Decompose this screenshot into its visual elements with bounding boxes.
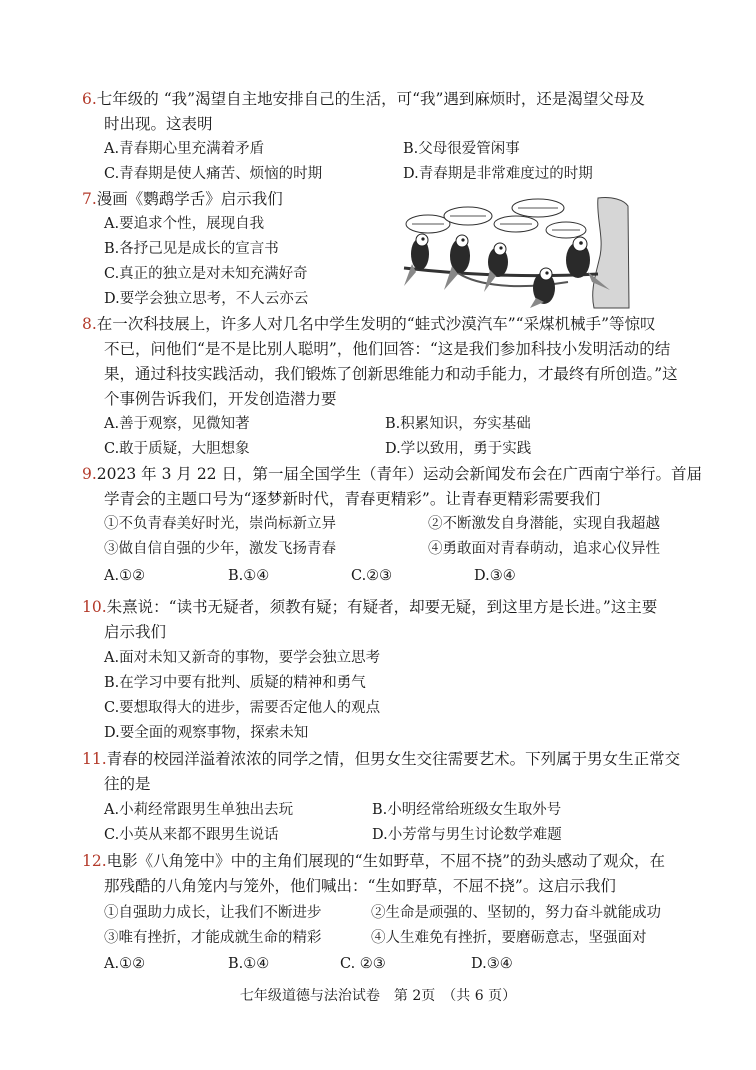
question-9-line-2: 学青会的主题口号为“逐梦新时代，青春更精彩”。让青春更精彩需要我们 xyxy=(104,490,601,508)
q9-option-c: C.②③ xyxy=(351,568,393,584)
q9-statement-2: ②不断激发自身潜能，实现自我超越 xyxy=(428,516,660,532)
q10-option-c: C.要想取得大的进步，需要否定他人的观点 xyxy=(104,700,381,716)
q8-option-a: A.善于观察，见微知著 xyxy=(104,416,250,432)
question-number: 9. xyxy=(82,465,97,483)
q6-option-d: D.青春期是非常难度过的时期 xyxy=(403,166,593,182)
question-number: 8. xyxy=(82,315,97,333)
q9-option-d: D.③④ xyxy=(474,568,516,584)
q10-option-b: B.在学习中要有批判、质疑的精神和勇气 xyxy=(104,675,366,691)
q10-option-d: D.要全面的观察事物，探索未知 xyxy=(104,725,309,741)
q12-statement-1: ①自强助力成长，让我们不断进步 xyxy=(104,905,322,921)
q12-statement-2: ②生命是顽强的、坚韧的，努力奋斗就能成功 xyxy=(371,905,661,921)
q9-statement-4: ④勇敢面对青春萌动，追求心仪异性 xyxy=(428,541,660,557)
question-8-line-2: 不已，问他们“是不是比别人聪明”，他们回答：“这是我们参加科技小发明活动的结 xyxy=(104,340,671,358)
q6-option-b: B.父母很爱管闲事 xyxy=(403,141,520,157)
question-8-line-4: 个事例告诉我们，开发创造潜力要 xyxy=(104,390,337,408)
page-footer: 七年级道德与法治试卷 第 2页 （共 6 页） xyxy=(239,988,517,1004)
q10-option-a: A.面对未知又新奇的事物，要学会独立思考 xyxy=(104,650,381,666)
q8-option-c: C.敢于质疑，大胆想象 xyxy=(104,441,250,457)
q6-option-a: A.青春期心里充满着矛盾 xyxy=(104,141,265,157)
question-6-line-2: 时出现。这表明 xyxy=(104,115,213,133)
q7-option-d: D.要学会独立思考，不人云亦云 xyxy=(104,291,309,307)
parrots-cartoon-icon xyxy=(398,194,630,310)
q8-option-d: D.学以致用，勇于实践 xyxy=(385,441,532,457)
q11-option-a: A.小莉经常跟男生单独出去玩 xyxy=(104,802,294,818)
q9-option-b: B.①④ xyxy=(228,568,270,584)
q7-option-c: C.真正的独立是对未知充满好奇 xyxy=(104,266,308,282)
q12-option-a: A.①② xyxy=(104,956,146,972)
question-12-line-2: 那残酷的八角笼内与笼外，他们喊出：“生如野草，不屈不挠”。这启示我们 xyxy=(104,877,616,895)
q7-option-b: B.各抒己见是成长的宣言书 xyxy=(104,241,279,257)
q12-option-b: B.①④ xyxy=(228,956,270,972)
q12-statement-3: ③唯有挫折，才能成就生命的精彩 xyxy=(104,930,322,946)
question-11-line-2: 往的是 xyxy=(104,775,151,793)
question-number: 11. xyxy=(82,750,107,768)
question-number: 10. xyxy=(82,598,107,616)
question-7-line-1: 7.漫画《鹦鹉学舌》启示我们 xyxy=(82,190,283,208)
question-number: 6. xyxy=(82,90,97,108)
question-12-line-1: 12.电影《八角笼中》中的主角们展现的“生如野草，不屈不挠”的劲头感动了观众，在 xyxy=(82,852,666,870)
question-9-line-1: 9.2023 年 3 月 22 日，第一届全国学生（青年）运动会新闻发布会在广西南宁举行。首届 xyxy=(82,465,702,483)
q12-option-c: C. ②③ xyxy=(340,956,386,972)
q11-option-b: B.小明经常给班级女生取外号 xyxy=(372,802,562,818)
q8-option-b: B.积累知识，夯实基础 xyxy=(385,416,531,432)
question-11-line-1: 11.青春的校园洋溢着浓浓的同学之情，但男女生交往需要艺术。下列属于男女生正常交 xyxy=(82,750,681,768)
q11-option-c: C.小英从来都不跟男生说话 xyxy=(104,827,279,843)
q12-option-d: D.③④ xyxy=(471,956,513,972)
question-8-line-3: 果，通过科技实践活动，我们锻炼了创新思维能力和动手能力，才最终有所创造。”这 xyxy=(104,365,678,383)
q11-option-d: D.小芳常与男生讨论数学难题 xyxy=(372,827,562,843)
q12-statement-4: ④人生难免有挫折，要磨砺意志，坚强面对 xyxy=(371,930,647,946)
question-6-line-1: 6.七年级的 “我”渴望自主地安排自己的生活，可“我”遇到麻烦时，还是渴望父母及 xyxy=(82,90,645,108)
question-8-line-1: 8.在一次科技展上，许多人对几名中学生发明的“蛙式沙漠汽车”“采煤机械手”等惊叹 xyxy=(82,315,656,333)
question-10-line-2: 启示我们 xyxy=(104,623,167,641)
q7-option-a: A.要追求个性，展现自我 xyxy=(104,216,265,232)
question-10-line-1: 10.朱熹说：“读书无疑者，须教有疑；有疑者，却要无疑，到这里方是长进。”这主要 xyxy=(82,598,658,616)
q9-statement-1: ①不负青春美好时光，崇尚标新立异 xyxy=(104,516,336,532)
question-number: 12. xyxy=(82,852,107,870)
question-number: 7. xyxy=(82,190,97,208)
q9-option-a: A.①② xyxy=(104,568,146,584)
q9-statement-3: ③做自信自强的少年，激发飞扬青春 xyxy=(104,541,336,557)
q6-option-c: C.青春期是使人痛苦、烦恼的时期 xyxy=(104,166,323,182)
